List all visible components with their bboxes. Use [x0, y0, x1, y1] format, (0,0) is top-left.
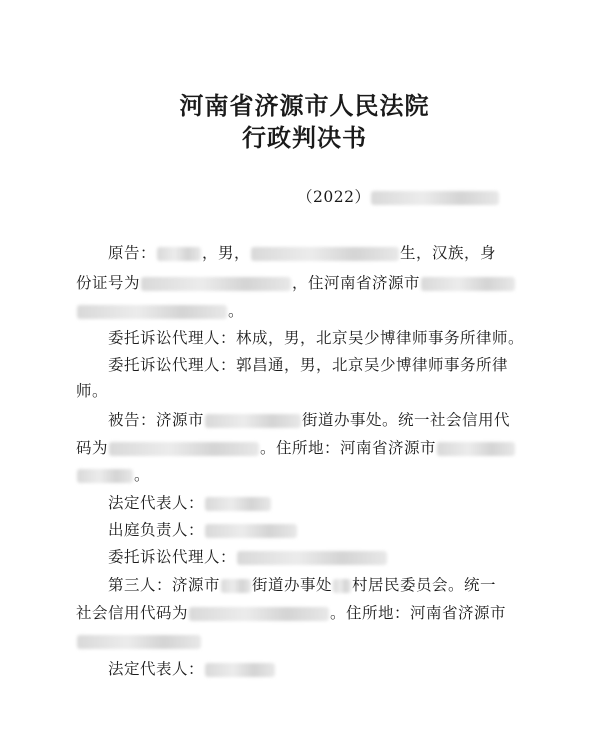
defendant-line-2: 码为 。住所地：河南省济源市: [76, 437, 536, 459]
plaintiff-line-1: 原告： ，男， 生，汉族，身: [108, 244, 497, 262]
redaction: [421, 277, 515, 291]
plaintiff-line-3: 。: [76, 300, 536, 322]
third-party-legal-rep-line: 法定代表人：: [108, 658, 568, 680]
case-year: （2022）: [297, 188, 371, 206]
third-party-line-2: 社会信用代码为 。住所地：河南省济源市: [76, 604, 507, 622]
defendant-agent-line: 委托诉讼代理人：: [108, 546, 568, 568]
redaction: [251, 247, 399, 261]
defendant-line-3: 。: [76, 464, 536, 486]
redaction: [77, 305, 227, 319]
court-name-title: 河南省济源市人民法院: [179, 91, 430, 120]
document-type-title: 行政判决书: [242, 123, 367, 152]
redaction: [437, 442, 515, 456]
court-appearance-line: 出庭负责人：: [108, 519, 568, 541]
third-party-line-3: [76, 630, 536, 652]
redaction: [221, 579, 251, 593]
redaction: [205, 524, 297, 538]
redaction: [157, 247, 201, 261]
third-party-line-1: 第三人：济源市 街道办事处 村居民委员会。统一: [108, 576, 497, 594]
agent-line-2: 委托诉讼代理人：郭昌通，男，北京吴少博律师事务所律: [108, 356, 509, 374]
redaction: [237, 551, 387, 565]
defendant-line-1: 被告：济源市 街道办事处。统一社会信用代: [108, 411, 511, 429]
redaction: [189, 607, 329, 621]
redaction: [141, 277, 291, 291]
plaintiff-line-2: 份证号为 ，住河南省济源市: [76, 272, 536, 294]
agent-line-3: 师。: [76, 382, 109, 400]
redaction: [371, 191, 499, 205]
redaction: [77, 469, 133, 483]
redaction: [205, 414, 301, 428]
redaction: [333, 579, 351, 593]
redaction: [77, 635, 201, 649]
redaction: [205, 663, 275, 677]
redaction: [109, 442, 259, 456]
case-number: [297, 186, 609, 208]
agent-line-1: 委托诉讼代理人：林成，男，北京吴少博律师事务所律师。: [108, 329, 525, 347]
legal-rep-line: 法定代表人：: [108, 492, 568, 514]
redaction: [205, 497, 271, 511]
